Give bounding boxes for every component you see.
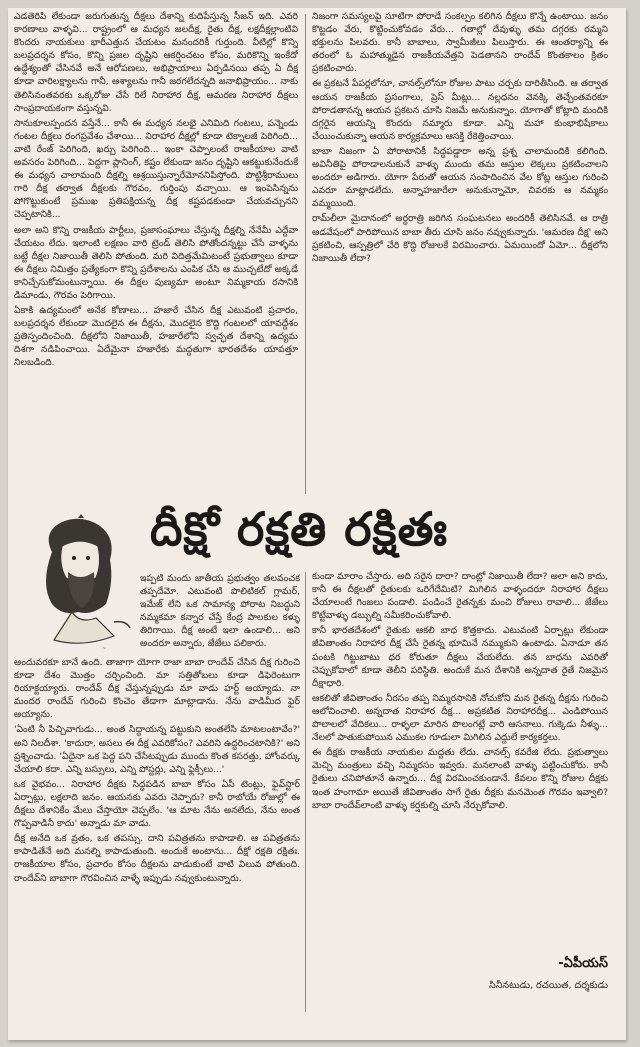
headline: దీక్షో రక్షతి రక్షితః [150,502,448,556]
paragraph: బాబా నిజంగా ఏ పోరాటానికీ సిద్ధపడ్డారా అన్న ప్రశ్న చాలామందికి కలిగింది. అవినీతిపై పోరాడాలనుకునే వాళ్ళు ముందు తమ ఆస్తుల లెక్కలు ప్రకటించాలని అందరూ అడిగారు. యోగా పేరుతో ఆయన సంపాదించిన వేల కోట్ల ఆస్తుల గురించి ఎవరూ మాట్లాడలేదు. అన్నాహజారేలా అనుకున్నామో, చివరకు ఆ నమ్మకం వమ్మయింది. [312,145,608,210]
paragraph: ఈ ప్రకటనే పేపర్లలోనూ, చానల్స్‌లోనూ రోజుల పాటు చర్చకు దారితీసింది. ఆ తర్వాత ఆయన రాజకీయ ప్రసంగాలు, ప్రెస్ మీట్లు... నల్లధనం వెనక్కి తెచ్చేంతవరకూ పోరాడతానన్న ఆయన ప్రకటన చూసి నిజమే అనుకున్నాం. యోగాతో కోట్లాది మందికి దగ్గరైన ఆయన్ని కొందరు నమ్మారు కూడా. ఎన్ని మహా కుంభాభిషేకాలు చేయించుకున్నా ఆయన కార్యక్రమాలు ఆసక్తి రేకెత్తించాయి. [312,78,608,142]
paragraph: ఈ దీక్షకు రాజకీయ నాయకుల మద్దతు లేదు. చానల్స్ కవరేజి లేదు. ప్రభుత్వాలు మెచ్చి మంత్రులు వచ్చి నిమ్మరసం ఇవ్వరు. మనలాంటి వాళ్ళు పట్టించుకోరు. కానీ రైతులు చనిపోతూనే ఉన్నారు... దీక్ష విరమించకుండానే. కేవలం కొన్ని రోజుల దీక్షకు ఇంత హంగామా అయితే జీవితాంతం సాగే రైతు దీక్షకు మనమెంత గౌరవం ఇవ్వాలి? బాబా రాందేవ్‌లాంటి వాళ్ళు కర్షకుల్ని చూసి నేర్చుకోవాలి. [312,747,608,811]
byline-role: సినీనటుడు, రచయిత, దర్శకుడు [489,980,608,991]
byline-author: -ఏపీయస్ [558,956,608,971]
paragraph: ఏకాకి ఉద్యమంలో అనేక కోణాలు... హజారే చేసిన దీక్ష ఎటువంటి ప్రచారం, బలప్రదర్శన లేకుండా మొదలైన ఈ దీక్షను, మొదలైన కొద్ది గంటలలో యావద్దేశం ప్రతిస్పందించింది. దీక్షలోని నిజాయితీ, హజారేలోని స్వచ్ఛత దేశాన్ని ఉద్యమ దిశగా నడిపించాయి. ఏదేమైనా హజారేకు మద్దతుగా భారతదేశం యావత్తూ నిలబడింది. [14,305,298,369]
paragraph: నిజంగా సమస్యలపై సూటిగా పోరాడే సంకల్పం కలిగిన దీక్షలు కొన్నే ఉంటాయి. జనం కొట్టడం వేరు, కొట్టించుకోవడం వేరు... గతాల్లో దేవుళ్ళు తమ దగ్గరకు రమ్మని భక్తులను పిలవరు. కానీ బాబాలు, స్వామీజీలు పిలుస్తారు. ఈ ఆంతర్యాన్ని ఈ తరంలో ఓ మహాత్ముడైన రాజకీయవేత్తని పెడతానని రాందేవ్ కొంతకాలం క్రితం ప్రకటించారు. [312,11,608,75]
paragraph: ఇప్పటి మందు జాతీయ ప్రభుత్వం తలవంచక తప్పదేమో. ఎటువంటి పొలిటికల్ గ్లామర్, ఇమేజ్ లేని ఒక సామాన్య పోరాట నిబద్ధుని నమ్మకమా కన్నార చేస్తే కేంద్ర పాలకుల కళ్ళు తిరిగాయి. దీక్ష అంటే ఇలా ఉండాలి... అని అందరూ అన్నారు, జేజేలు పలికారు. [140,573,300,650]
article-column-left-bottom [14,656,300,1016]
paragraph: అలా అని కొన్ని రాజకీయ పార్టీలు, ప్రజాసంఘాలు చేస్తున్న దీక్షల్ని నేనేమీ ఎద్దేవా చేయటం లేదు. ఇలాంటి లక్షణం వారి ట్రెండ్ తెలిసి పోతోందన్నట్టు చేసే వాళ్ళను బట్టే దీక్షల నిజాయితీ తెలిసి పోతుంది. మరి విదిత్తమేమిటంటే ప్రభుత్వాలు కూడా ఈ దీక్షలు నిమిత్తం ప్రత్యేకంగా కొన్ని ప్రదేశాలను ఎంపిక చేసి ఆ ముచ్చటేదో అక్కడే కానిచ్చేసుకోమంటున్నాయి. ఈ దీక్షల పుణ్యమా అంటూ నిమ్మకాయ రసానికి డిమాండు, గౌరవం పెరిగాయి. [14,224,298,301]
paragraph: కుండా మారాం చేస్తారు. అది సరైన దారా? దాంట్లో నిజాయితీ లేదా? అలా అని కాదు, కానీ ఈ దీక్షలతో రైతులకు ఒరిగేదేమిటి? మిగిలిన వాళ్ళందరూ నిరాహార దీక్షలు చేయాలంటే గింజలు పండాలి. పండించే రైతన్నకు మంచి రోజులు రావాలి... జేజేలు కొట్టేవాళ్ళు డబ్బుల్ని సమీకరించుకోవాలి. [312,571,608,622]
paragraph: ఎడతెరిపి లేకుండా జరుగుతున్న దీక్షలు దేశాన్ని కుదిపేస్తున్న సీజన్ ఇది. ఎవరి కారణాలు వాళ్ళవి... రాష్ట్రంలో ఆ మధ్యన జలదీక్ష, రైతు దీక్ష, లక్షదీక్షల్లాంటివి కొందరు నాయకులు భారీఎత్తున చేయటం మనందరికీ గుర్తుంది. వీటిల్లో కొన్ని బలప్రదర్శన కోసం, కొన్ని ప్రజల దృష్టిని ఆకర్షించటం కోసం, మరికొన్ని ఇంకేదో ఉద్దేశ్యంతో చేసినవే అనే ఆరోపణలు, అభిప్రాయాలు ఏర్పడినయి తప్ప ఏ దీక్ష కూడా వారిలక్ష్యాలను గానీ, ఆశ్యాలను గానీ జరగలేదన్నది జనాభిప్రాయం... నాకు తెలిసినంతవరకు ఒక్కరోజు చేసే రిలే నిరాహార దీక్ష, ఆమరణ నిరాహార దీక్షలు సాంప్రదాయకంగా వస్తున్నవి. [14,11,298,114]
paragraph: రామ్‌లీలా మైదానంలో అర్ధరాత్రి జరిగిన సంఘటనలు అందరికీ తెలిసినవే. ఆ రాత్రి ఆడవేషంలో పారిపోయిన బాబా తీరు చూసి జనం నవ్వుకున్నారు. 'ఆమరణ దీక్ష' అని ప్రకటించి, ఆస్పత్రిలో చేరి కొద్ది రోజులకే విరమించారు. ఏమయిందో ఏమో... దీక్షలోని నిజాయితీ లేదా? [312,213,608,264]
article-column-left-top [14,10,298,498]
paragraph: 'ఏంటి నీ పిచ్చివాగుడు... అంత సిద్ధాయన్న పట్టుకుని అంతలేసి మాటలంటావేం?' అని నిలదీశా. 'కాదురా, అసలు ఈ దీక్ష ఎవరికోసం? ఎవరిని ఉద్ధరించటానికి?' అని ప్రశ్నించాడు. 'ఏదైనా ఒక పెద్ద పని చేసేటప్పుడు ముందు కొంత కసరత్తు, హోంవర్కు చేయాలి కదా. ఎన్ని బస్సులు, ఎన్ని పోస్టర్లు, ఎన్ని ఫ్లెక్సీలు...' [14,724,300,775]
column-divider [305,14,306,494]
paragraph: సానుకూలస్పందన వస్తేనే... కానీ ఈ మధ్యన నలభై ఎనిమిది గంటలు, పన్నెండు గంటల దీక్షలు రంగప్రవేశం చేశాయి... నిరాహార దీక్షల్లో కూడా టెక్నాలజీ పెరిగింది... వాటి రేంజ్ పెరిగింది, ఖర్చు పెరిగింది... ఇంకా చెప్పాలంటే రాజకీయాల వాటి అవసరం పెరిగింది... పెద్దగా ప్లానింగ్, కష్టం లేకుండా జనం దృష్టిని ఆకట్టుకునేందుకే ఈ మధ్యన చాలామంది దీక్షల్ని ఆశ్రయిస్తున్నారేమోననిపిస్తోంది. పొట్టిశ్రీరాములు గారి దీక్ష తర్వాత దీక్షలకు గౌరవం, గుర్తింపు వచ్చాయి. ఆ ఇంపెసిన్నను పోగొట్టుకుంటే ప్రముఖ ప్రతిపక్షియన్న దీక్ష కష్టపడకుండా చేయవచ్చునని చెప్పటానికి... [14,117,298,221]
article-column-right-bottom [312,570,608,960]
svg-text:~: ~ [102,646,107,652]
article-column-left-intro [140,572,300,654]
paragraph: ఒక వైభవం... నిరాహార దీక్షకు సిద్ధపడిన బాబా కోసం ఏసీ టెంట్లు, ఫైవ్‌స్టార్ ఏర్పాట్లు, లక్షలాది జనం. ఆయనకు ఎవరు చెప్పారు? కానీ రాబోయే రోజుల్లో ఈ దీక్షలు దేశానికేం మేలు చేస్తాయో చెప్పలేం. 'ఆ మాట నేను అనలేదు, నేను అంత గొప్పవాడినీ కాదు' అన్నాడు మా వాడు. [14,778,300,830]
column-divider [305,572,306,1012]
author-portrait-sketch [22,512,140,652]
paragraph: అందువరకూ బానే ఉంది. తాజాగా యోగా రాజా బాబా రాందేవ్ చేసిన దీక్ష గురించి కూడా దేశం మొత్తం చర్చించింది. మా సత్తితోబలు కూడా డిఫెరెంటుగా రియాక్టయ్యారు. రాందేవ్ దీక్ష చేస్తున్నప్పుడు మా వాడు హర్ట్ అయ్యాడు. నా మందర రాందేవ్ గురించి కొంచెం తేడాగా మాట్లాడాను. నేను వాడిమీద ఫైర్ అయ్యాను. [14,657,300,721]
article-column-right-top [312,10,608,498]
paragraph: దీక్ష అనేది ఒక వ్రతం, ఒక తపస్సు. దాని పవిత్రతను కాపాడాలి. ఆ పవిత్రతను కాపాడితేనే అది మనల్ని కాపాడుతుంది. అందుకే అంటాను... దీక్షో రక్షతి రక్షితః. రాజకీయాల కోసం, ప్రచారం కోసం దీక్షలను వాడుకుంటే వాటి విలువ పోతుంది. రాందేవ్‌ని బాబాగా గౌరవించిన వాళ్ళే ఇప్పుడు నవ్వుకుంటున్నారు. [14,833,300,884]
paragraph: కానీ భారతదేశంలో రైతుకు ఆకలి బాధ కొత్తకాదు. ఎటువంటి ఏర్పాట్లు లేకుండా జీవితాంతం నిరాహార దీక్ష చేసే రైతన్న భూమినే నమ్ముకుని ఉంటాడు. ఏనాడూ తన పంటకి గిట్టుబాటు ధర కోరుతూ దీక్షలు చేయలేదు. తన బాధను ఎవరితో చెప్పుకోవాలో కూడా తెలీని పరిస్థితి. అందుకే మన దేశానికి అన్నదాత రైతే నిజమైన దీక్షాధారి. [312,625,608,689]
paragraph: ఆకలితో జీవితాంతం నీరసం తప్ప నిమ్మరసానికి నోచుకోని మన రైతన్న దీక్షను గురించి ఆలోచించాలి. అన్నదాత నిరాహార దీక్ష... అప్రకటిత నిరాహారదీక్ష... ఎండిపోయిన పొలాలలో వేదికలు... రాళ్ళలా మారిన పొలంగట్లే వారి ఆసనాలు. గుక్కెడు నీళ్ళు... నేలలో పాతుకుపోయిన ఎముకల గూడులా మిగిలిన ఎద్దులే కార్యకర్తలు. [312,692,608,744]
